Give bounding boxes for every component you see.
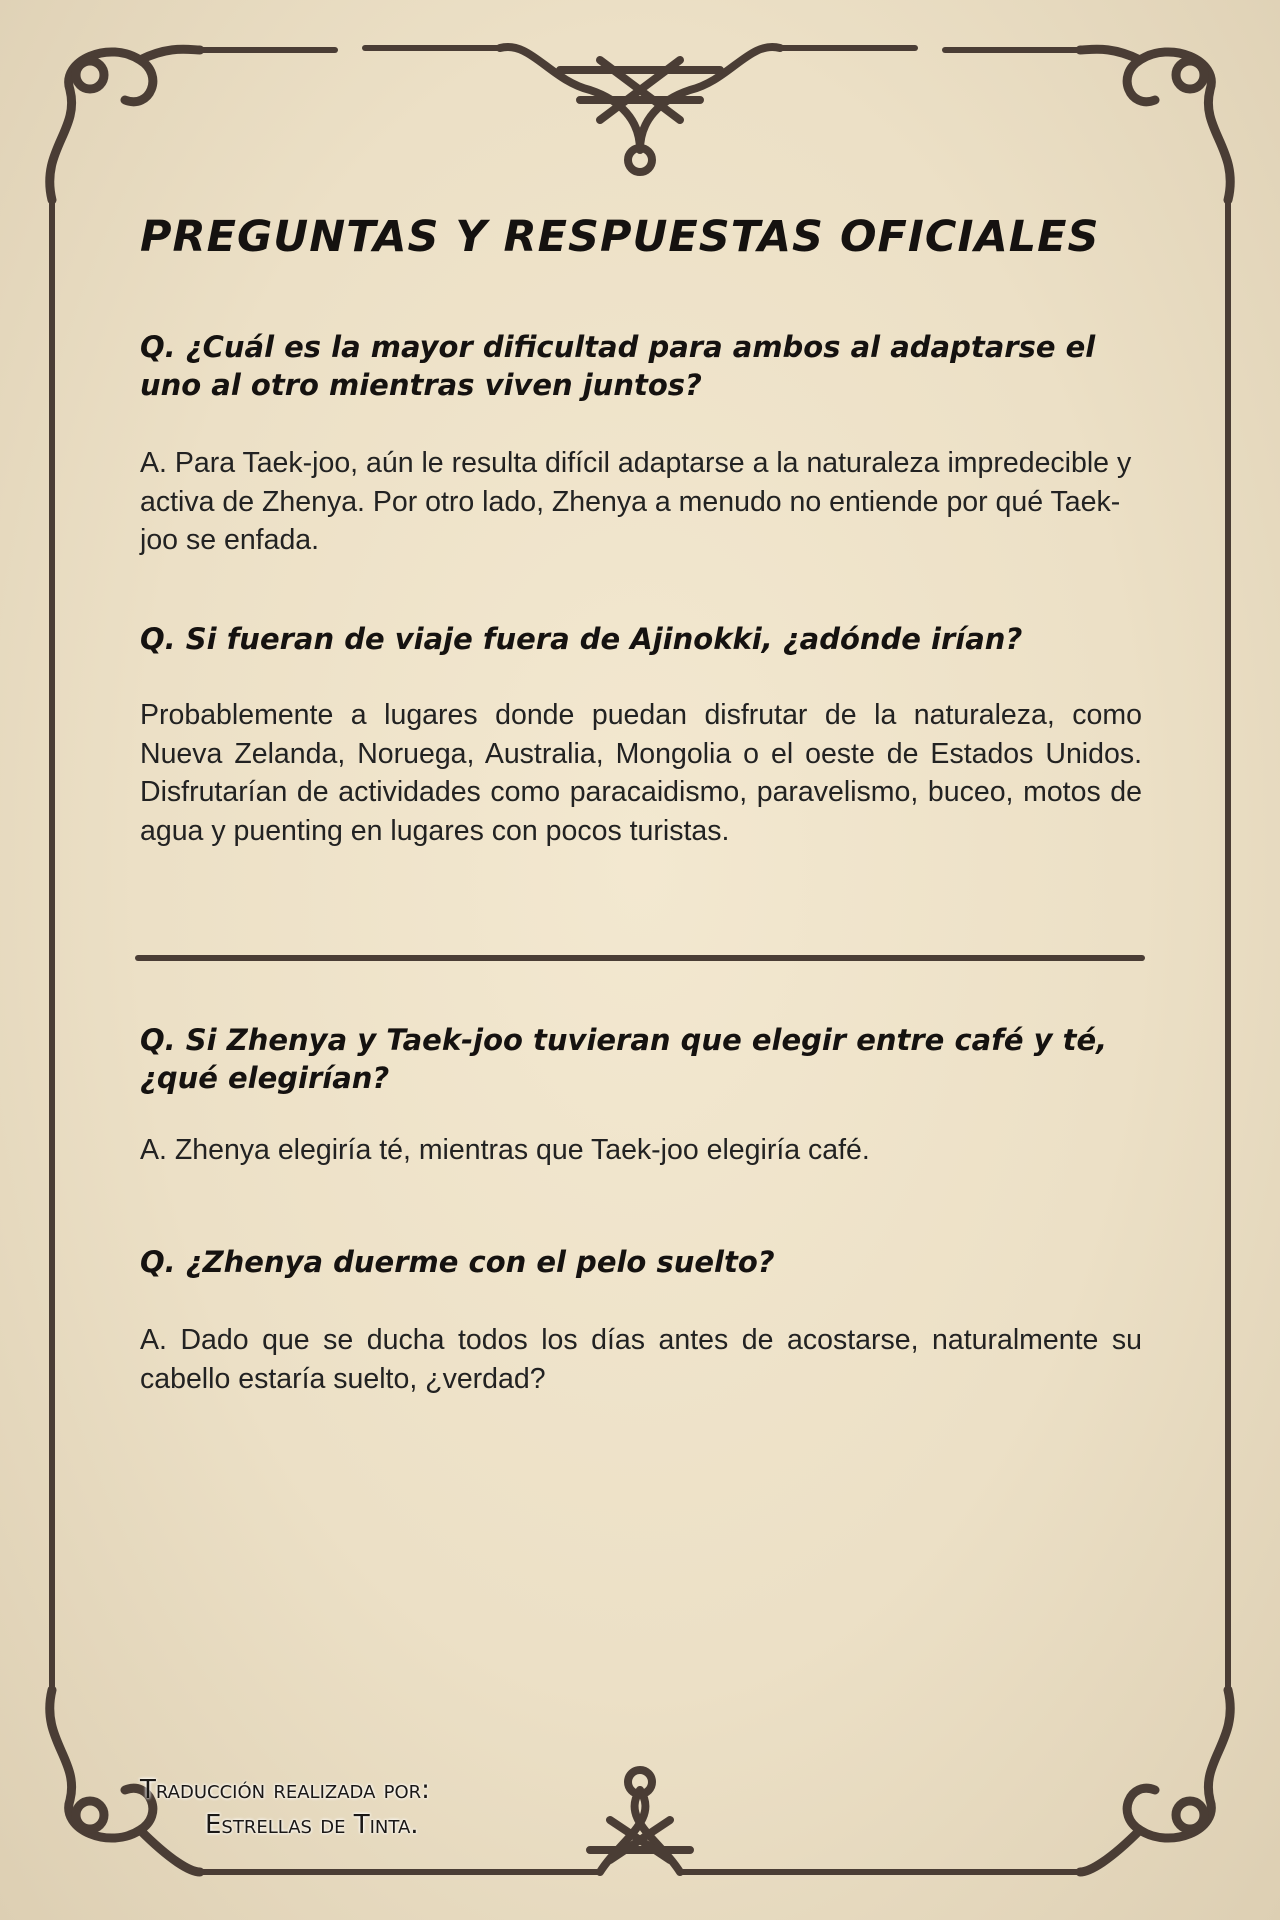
page-title: PREGUNTAS Y RESPUESTAS OFICIALES [140, 212, 1100, 262]
question-4: Q. ¿Zhenya duerme con el pelo suelto? [140, 1245, 775, 1279]
top-center-ornament [500, 47, 780, 172]
question-1: Q. ¿Cuál es la mayor dificultad para ambos al adaptarse el uno al otro mientras viven juntos? [140, 330, 1096, 402]
credit-line-2: Estrellas de Tinta. [205, 1810, 419, 1840]
question-3: Q. Si Zhenya y Taek-joo tuvieran que elegir entre café y té, ¿qué elegirían? [140, 1023, 1108, 1095]
question-2: Q. Si fueran de viaje fuera de Ajinokki, ¿adónde irían? [140, 622, 1023, 656]
answer-3: A. Zhenya elegiría té, mientras que Taek-joo elegiría café. [140, 1134, 870, 1166]
answer-4: A. Dado que se ducha todos los días antes de acostarse, naturalmente su cabello estaría suelto, ¿verdad? [140, 1324, 1142, 1395]
credit-line-1: Traducción realizada por: [140, 1775, 430, 1805]
answer-2: Probablemente a lugares donde puedan disfrutar de la naturaleza, como Nueva Zelanda, Noruega, Australia, Mongolia o el oeste de Estados Unidos. Disfrutarían de actividades como paracaidismo, paravelismo, buceo, motos de agua y puenting en lugares con pocos turistas. [140, 699, 1142, 847]
answer-1: A. Para Taek-joo, aún le resulta difícil adaptarse a la naturaleza impredecible y activa de Zhenya. Por otro lado, Zhenya a menudo no entiende por qué Taek-joo se enfada. [140, 447, 1132, 556]
section-divider [135, 955, 1145, 961]
bottom-center-ornament [590, 1770, 690, 1872]
